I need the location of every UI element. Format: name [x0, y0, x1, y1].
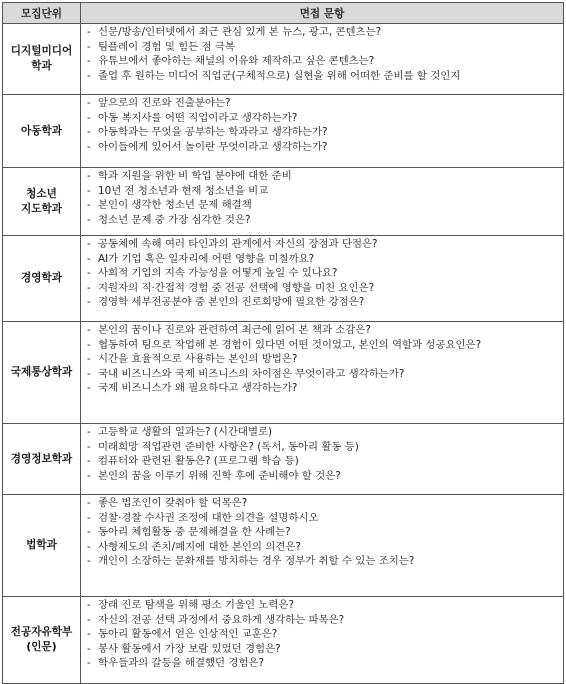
question-text: 자신의 전공 선택 과정에서 중요하게 생각하는 파목은? — [98, 613, 345, 626]
dept-name-line: 국제통상학과 — [10, 366, 73, 378]
dept-name-cell — [3, 424, 81, 495]
question-item — [87, 454, 557, 469]
question-text: 국내 비즈니스와 국제 비즈니스의 차이점은 무엇이라고 생각하는가? — [98, 367, 405, 380]
dept-name-cell — [3, 322, 81, 424]
question-text: 앞으로의 진로와 진출분야는? — [98, 97, 231, 109]
question-item — [87, 627, 557, 642]
question-item — [87, 598, 557, 613]
dept-name-line: 청소년 — [26, 187, 57, 200]
question-item — [87, 69, 557, 84]
bullet-dash: - — [87, 126, 91, 139]
question-item — [87, 169, 557, 184]
bullet-dash: - — [87, 111, 91, 124]
bullet-dash: - — [87, 69, 91, 82]
dept-name-cell — [3, 597, 81, 684]
dept-name-cell — [3, 236, 81, 322]
table-row — [3, 495, 564, 597]
dept-name-line: 아동학과 — [21, 124, 62, 137]
bullet-dash: - — [87, 353, 91, 366]
question-item — [87, 642, 557, 657]
bullet-dash: - — [87, 657, 91, 670]
question-item — [87, 469, 557, 484]
bullet-dash: - — [87, 555, 91, 568]
bullet-dash: - — [87, 267, 91, 280]
question-text: 시간을 효율적으로 사용하는 본인의 방법은? — [98, 353, 298, 366]
dept-name-line: 법학과 — [26, 539, 57, 551]
dept-name-cell — [3, 24, 81, 95]
question-text: 본인의 꿈을 이루기 위해 진학 후에 준비해야 할 것은? — [98, 469, 341, 482]
dept-name-line: (인문) — [26, 641, 57, 653]
question-text: 아이들에게 있어서 놀이란 무엇이라고 생각하는가? — [98, 140, 328, 153]
question-item — [87, 111, 557, 126]
question-text: 고등학교 생활의 일과는? (시간대별로) — [98, 426, 273, 438]
question-item — [87, 295, 557, 310]
bullet-dash: - — [87, 469, 91, 482]
questions-cell — [81, 168, 564, 236]
bullet-dash: - — [87, 199, 91, 212]
table-row — [3, 597, 564, 684]
question-item — [87, 613, 557, 628]
bullet-dash: - — [87, 540, 91, 553]
question-item — [87, 440, 557, 455]
question-text: 협동하여 팀으로 작업해 본 경험이 있다면 어떤 것이었고, 본인의 역할과 성공요인은? — [98, 338, 482, 351]
table-row — [3, 24, 564, 95]
questions-cell — [81, 95, 564, 168]
question-text: 학우들과의 갈등을 해결했던 경험은? — [98, 657, 264, 670]
bullet-dash: - — [87, 628, 91, 641]
question-item — [87, 184, 557, 199]
question-text: 장래 진로 탐색을 위해 평소 기울인 노력은? — [98, 599, 294, 611]
question-item — [87, 367, 557, 382]
question-item — [87, 323, 557, 338]
question-item — [87, 54, 557, 69]
bullet-dash: - — [87, 497, 91, 509]
table-row — [3, 424, 564, 495]
question-text: 봉사 활동에서 가장 보람 있었던 경험은? — [98, 642, 281, 655]
question-item — [87, 656, 557, 671]
question-text: 유튜브에서 좋아하는 채널의 이유와 제작하고 싶은 콘텐츠는? — [98, 55, 375, 68]
question-text: 미래희망 직업관련 준비한 사항은? (독서, 동아리 활동 등) — [98, 440, 359, 453]
question-item — [87, 281, 557, 296]
bullet-dash: - — [87, 170, 91, 182]
dept-name-cell — [3, 495, 81, 597]
question-item — [87, 125, 557, 140]
question-text: 본인의 꿈이나 진로와 관련하여 최근에 읽어 본 책과 소감은? — [98, 324, 371, 336]
dept-name-cell — [3, 95, 81, 168]
question-text: 졸업 후 원하는 미디어 직업군(구체적으로) 실현을 위해 어떠한 준비를 할 것인지 — [98, 69, 461, 82]
bullet-dash: - — [87, 55, 91, 68]
question-text: 사형제도의 존치/폐지에 대한 본인의 의견은? — [98, 540, 301, 553]
bullet-dash: - — [87, 426, 91, 438]
question-text: 동아리 체험활동 중 문제해결을 한 사례는? — [98, 526, 291, 539]
question-text: 지원자의 직·간접적 경험 중 전공 선택에 영향을 미친 요인은? — [98, 281, 375, 294]
bullet-dash: - — [87, 97, 91, 109]
dept-name-line: 전공자유학부 — [10, 626, 73, 638]
questions-cell — [81, 495, 564, 597]
interview-questions-table — [2, 2, 564, 684]
questions-cell — [81, 322, 564, 424]
question-text: 신문/방송/인터넷에서 최근 관심 있게 본 뉴스, 광고, 콘텐츠는? — [98, 26, 382, 38]
table-row — [3, 236, 564, 322]
bullet-dash: - — [87, 382, 91, 395]
question-text: 10년 전 청소년과 현재 청소년을 비교 — [98, 184, 269, 197]
questions-cell — [81, 597, 564, 684]
question-text: 경영학 세부전공분야 중 본인의 진로희망에 필요한 강점은? — [98, 296, 365, 309]
table-row — [3, 95, 564, 168]
question-text: 공동체에 속해 여러 타인과의 관계에서 자신의 장점과 단점은? — [98, 238, 378, 250]
bullet-dash: - — [87, 526, 91, 539]
bullet-dash: - — [87, 599, 91, 611]
question-text: 청소년 문제 중 가장 심각한 것은? — [98, 213, 251, 226]
question-item — [87, 511, 557, 526]
bullet-dash: - — [87, 213, 91, 226]
bullet-dash: - — [87, 324, 91, 336]
question-text: 팀플레이 경험 및 힘든 점 극복 — [98, 40, 235, 53]
question-text: 사회적 기업의 지속 가능성을 어떻게 높일 수 있나요? — [98, 267, 338, 280]
question-text: 검찰·경찰 수사권 조정에 대한 의견을 설명하시오 — [98, 511, 319, 524]
bullet-dash: - — [87, 338, 91, 351]
questions-cell — [81, 24, 564, 95]
bullet-dash: - — [87, 140, 91, 153]
question-text: 본인이 생각한 청소년 문제 해결책 — [98, 199, 252, 212]
question-item — [87, 25, 557, 40]
bullet-dash: - — [87, 367, 91, 380]
question-text: 아동학과는 무엇을 공부하는 학과라고 생각하는가? — [98, 126, 328, 139]
question-item — [87, 96, 557, 111]
question-item — [87, 540, 557, 555]
question-item — [87, 140, 557, 155]
question-item — [87, 252, 557, 267]
question-item — [87, 213, 557, 228]
bullet-dash: - — [87, 440, 91, 453]
dept-name-line: 학과 — [31, 60, 52, 72]
bullet-dash: - — [87, 184, 91, 197]
question-item — [87, 381, 557, 396]
question-item — [87, 198, 557, 213]
table-row — [3, 168, 564, 236]
dept-name-cell — [3, 168, 81, 236]
dept-column-header: 모집단위 — [3, 3, 81, 24]
questions-cell — [81, 236, 564, 322]
bullet-dash: - — [87, 613, 91, 626]
question-text: 컴퓨터와 관련된 활동은? (프로그램 학습 등) — [98, 455, 299, 468]
question-text: 좋은 법조인이 갖춰야 할 덕목은? — [98, 497, 248, 509]
question-item — [87, 352, 557, 367]
question-item — [87, 525, 557, 540]
question-item — [87, 554, 557, 569]
bullet-dash: - — [87, 40, 91, 53]
question-text: AI가 기업 혹은 일자리에 어떤 영향을 미칠까요? — [98, 252, 315, 265]
dept-name-line: 디지털미디어 — [10, 45, 73, 57]
question-column-header: 면접 문항 — [81, 3, 564, 24]
question-item — [87, 40, 557, 55]
question-item — [87, 266, 557, 281]
bullet-dash: - — [87, 26, 91, 38]
bullet-dash: - — [87, 281, 91, 294]
table-row — [3, 322, 564, 424]
bullet-dash: - — [87, 511, 91, 524]
bullet-dash: - — [87, 238, 91, 250]
question-text: 아동 복지사를 어떤 직업이라고 생각하는가? — [98, 111, 298, 124]
question-text: 개인이 소장하는 문화재를 방치하는 경우 정부가 취할 수 있는 조치는? — [98, 555, 415, 568]
table-header-row — [3, 3, 564, 24]
bullet-dash: - — [87, 642, 91, 655]
question-text: 동아리 활동에서 얻은 인상적인 교훈은? — [98, 628, 278, 641]
bullet-dash: - — [87, 252, 91, 265]
question-text: 학과 지원을 위한 비 학업 분야에 대한 준비 — [98, 170, 292, 182]
bullet-dash: - — [87, 296, 91, 309]
question-text: 국제 비즈니스가 왜 필요하다고 생각하는가? — [98, 382, 298, 395]
questions-cell — [81, 424, 564, 495]
question-item — [87, 425, 557, 440]
bullet-dash: - — [87, 455, 91, 468]
dept-name-line: 경영정보학과 — [10, 452, 73, 465]
question-item — [87, 338, 557, 353]
question-item — [87, 237, 557, 252]
dept-name-line: 지도학과 — [21, 202, 62, 215]
question-item — [87, 496, 557, 511]
dept-name-line: 경영학과 — [21, 272, 62, 284]
